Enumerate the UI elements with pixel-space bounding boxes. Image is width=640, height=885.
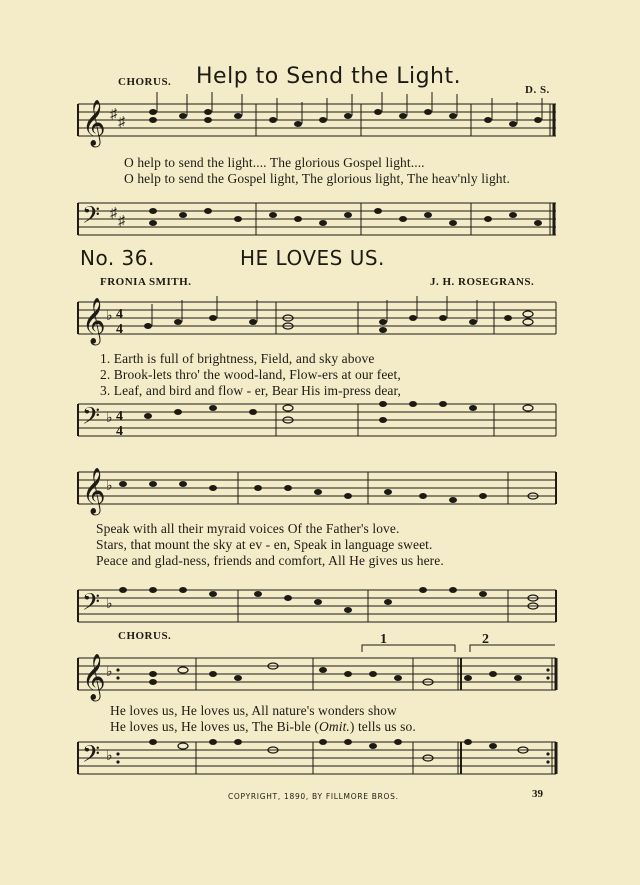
svg-text:♭: ♭ — [106, 309, 113, 324]
chorus-line: He loves us, He loves us, All nature's wonders show — [110, 703, 397, 718]
copyright-notice: COPYRIGHT, 1890, BY FILLMORE BROS. — [228, 792, 399, 801]
verse-line: Speak with all their myraid voices Of the Father's love. — [96, 521, 400, 536]
treble-clef-icon: 𝄞 — [82, 100, 106, 146]
bass-staff — [78, 586, 560, 632]
svg-text:4: 4 — [116, 322, 123, 337]
svg-text:♭: ♭ — [106, 479, 113, 494]
composer: J. H. ROSEGRANS. — [430, 276, 535, 288]
treble-clef-icon: 𝄞 — [82, 298, 106, 343]
svg-text:♯: ♯ — [118, 214, 125, 229]
svg-text:4: 4 — [116, 307, 123, 322]
bass-clef-icon: 𝄢 — [82, 590, 101, 621]
treble-staff — [78, 298, 560, 344]
page-number: 39 — [532, 788, 543, 800]
hymn-title: Help to Send the Light. — [196, 64, 462, 89]
svg-text:♭: ♭ — [106, 665, 113, 680]
bass-clef-icon: 𝄢 — [82, 203, 101, 234]
verse-line: 2. Brook-lets thro' the wood-land, Flow-ers at our feet, — [100, 367, 401, 382]
treble-staff — [78, 100, 560, 150]
ending-brackets — [360, 644, 560, 654]
verse-line: Peace and glad-ness, friends and comfort, All He gives us here. — [96, 553, 444, 568]
bass-clef-icon: 𝄢 — [82, 742, 101, 773]
svg-text:♭: ♭ — [106, 597, 113, 612]
bass-staff — [78, 195, 560, 245]
svg-text:♯: ♯ — [118, 115, 125, 130]
second-ending: 2 — [482, 632, 489, 647]
treble-clef-icon: 𝄞 — [82, 654, 106, 699]
svg-text:♭: ♭ — [106, 749, 113, 764]
ds-mark: D. S. — [525, 84, 550, 96]
lyric-line: O help to send the Gospel light, The glorious light, The heav'nly light. — [124, 171, 510, 186]
verse-line: 3. Leaf, and bird and flow - er, Bear His im-press dear, — [100, 383, 402, 398]
first-ending: 1 — [380, 632, 387, 647]
bass-clef-icon: 𝄢 — [82, 404, 101, 435]
hymn-title: HE LOVES US. — [240, 246, 385, 270]
treble-staff — [78, 468, 560, 514]
verse-line: 1. Earth is full of brightness, Field, and sky above — [100, 351, 375, 366]
hymn-number: No. 36. — [80, 246, 155, 270]
bass-staff — [78, 738, 560, 784]
lyricist: FRONIA SMITH. — [100, 276, 192, 288]
lyric-line: O help to send the light.... The glorious Gospel light.... — [124, 155, 425, 170]
chorus-label: CHORUS. — [118, 76, 172, 88]
svg-text:♯: ♯ — [110, 206, 117, 221]
verse-line: Stars, that mount the sky at ev - en, Speak in language sweet. — [96, 537, 433, 552]
svg-text:♯: ♯ — [110, 107, 117, 122]
omit-instruction: Omit. — [319, 719, 350, 734]
svg-text:4: 4 — [116, 409, 123, 424]
chorus-label: CHORUS. — [118, 630, 172, 642]
chorus-line: He loves us, He loves us, The Bi-ble (Omit.) tells us so. — [110, 719, 416, 734]
treble-staff — [78, 654, 560, 700]
svg-text:4: 4 — [116, 424, 123, 439]
treble-clef-icon: 𝄞 — [82, 468, 106, 513]
bass-staff — [78, 400, 560, 446]
svg-text:♭: ♭ — [106, 411, 113, 426]
